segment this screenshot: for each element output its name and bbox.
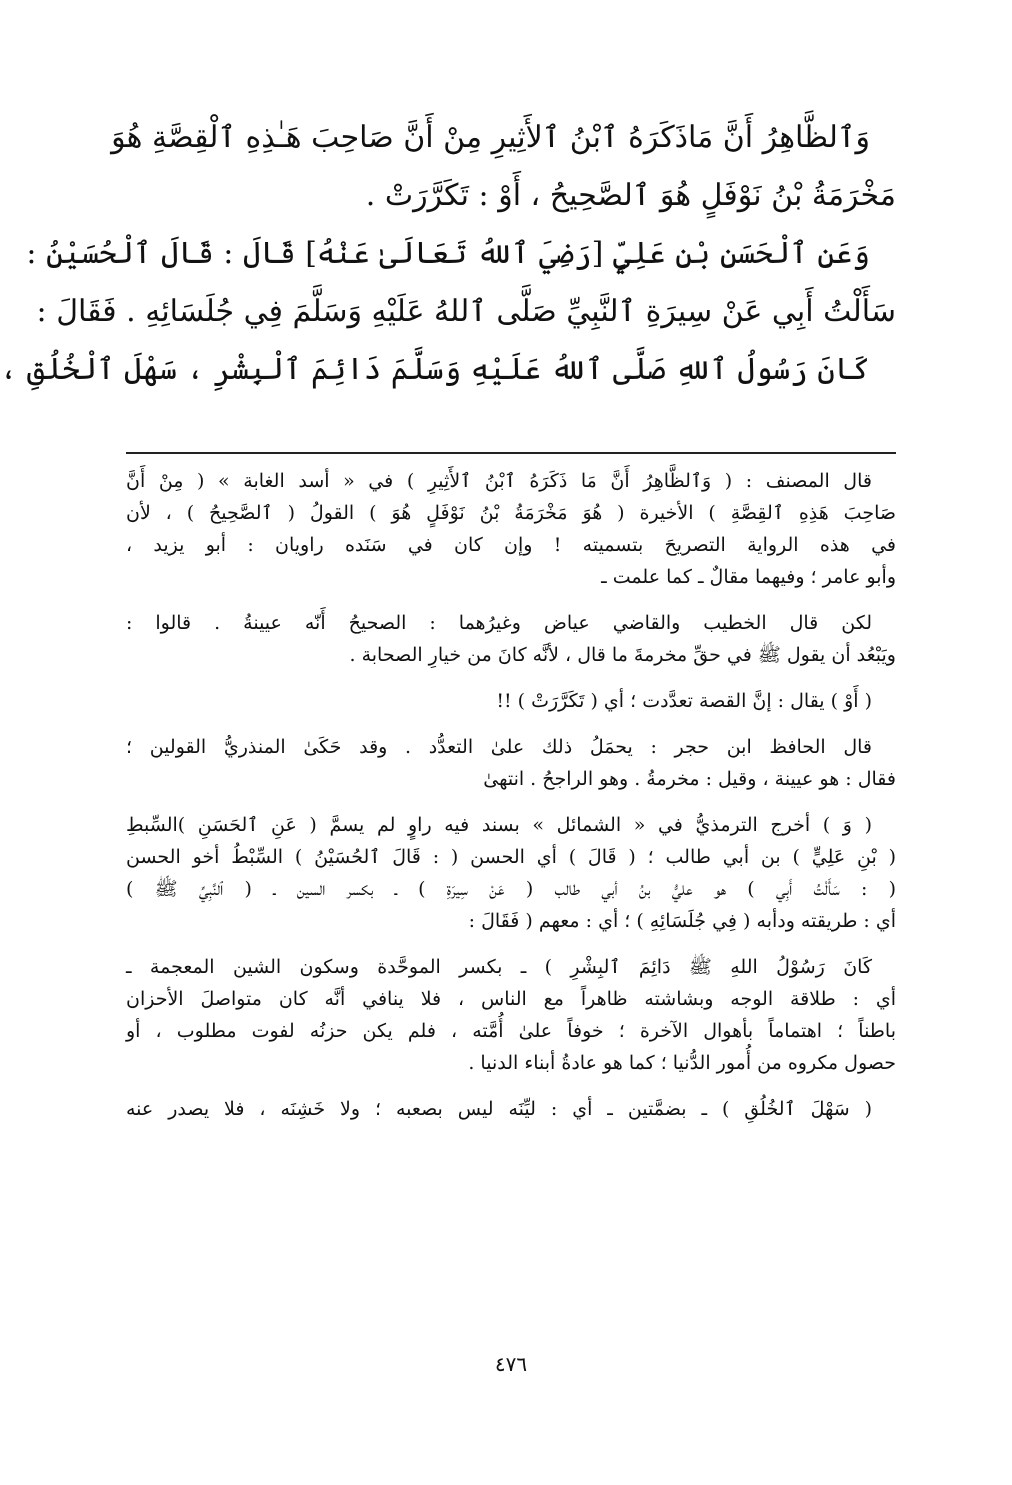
commentary-line: أي : طلاقة الوجه وبشاشته ظاهراً مع الناس ، فلا ينافي أنَّه كان متواصلَ الأحزان [126, 988, 896, 1010]
commentary-line: ( : سَأَلْتُ أَبِي ) هو عليُّ بنُ أبي طالب ( عَنْ سِيرَةِ ) ـ بكسر السين ـ ( ٱلنَّبِيِّ ﷺ ) [126, 878, 896, 900]
main-text-line: وَعَنِ ٱلْحَسَنِ بْنِ عَلِيٍّ [رَضِيَ ٱللهُ تَعَالَىٰ عَنْهُ] قَالَ : قَالَ ٱلْحُسَيْنُ : [26, 236, 870, 271]
main-text-line: وَٱلظَّاهِرُ أَنَّ مَاذَكَرَهُ ٱبْنُ ٱلأَثِيرِ مِنْ أَنَّ صَاحِبَ هَـٰذِهِ ٱلْقِصَّةِ هُوَ [111, 120, 870, 155]
commentary-line: قال الحافظ ابن حجر : يحمَلُ ذلك علىٰ التعدُّد . وقد حَكَىٰ المنذريُّ القولين ؛ [126, 736, 872, 758]
commentary-line: ( بْنِ عَلِيٍّ ) بن أبي طالب ؛ ( قَالَ ) أي الحسن ( : قَالَ ٱلحُسَيْنُ ) السِّبْطُ أخو الحسن [126, 846, 896, 868]
commentary-line: كَانَ رَسُوْلُ اللهِ ﷺ دَائِمَ ٱلبِشْرِ ) ـ بكسر الموحَّدة وسكون الشين المعجمة ـ [126, 956, 872, 978]
main-text-line: سَأَلْتُ أَبِي عَنْ سِيرَةِ ٱلنَّبِيِّ صَلَّى ٱللهُ عَلَيْهِ وَسَلَّمَ فِي جُلَسَائِهِ . فَقَالَ : [36, 294, 896, 329]
main-text-line: كَانَ رَسُولُ ٱللهِ صَلَّى ٱللهُ عَلَيْهِ وَسَلَّمَ دَائِمَ ٱلْبِشْرِ ، سَهْلَ ٱلْخُلُقِ ، [0, 352, 870, 387]
commentary-line: ويَبْعُد أن يقول ﷺ في حقِّ مخرمةَ ما قال ، لأنَّه كانَ من خيارِ الصحابة . [349, 644, 896, 666]
commentary-line: لكن قال الخطيب والقاضي عياض وغيرُهما : الصحيحُ أَنّه عيينةُ . قالوا : [126, 612, 872, 634]
commentary-line: ( أَوْ ) يقال : إنَّ القصة تعدَّدت ؛ أي ( تَكَرَّرَتْ ) !! [496, 690, 872, 712]
commentary-line: باطناً ؛ اهتماماً بأهوال الآخرة ؛ خوفاً علىٰ أُمَّته ، فلم يكن حزنُه لفوت مطلوب ، أو [126, 1020, 896, 1042]
commentary-line: صَاحِبَ هَذِهِ ٱلقِصَّةِ ) الأخيرة ( هُوَ مَخْرَمَةُ بْنُ نَوْفَلٍ هُوَ ) القولُ ( ٱلصَّحِيحُ ) ، لأن [126, 502, 896, 524]
main-text-block [0, 118, 896, 408]
commentary-line: قال المصنف : ( وَٱلظَّاهِرُ أَنَّ مَا ذَكَرَهُ ٱبْنُ ٱلأَثِيرِ ) في « أسد الغابة » ( مِنْ أَنَّ [126, 470, 872, 492]
commentary-line: ( سَهْلَ ٱلخُلُقِ ) ـ بضمَّتين ـ أي : ليِّنَه ليس بصعبه ؛ ولا خَشِنَه ، فلا يصدر عنه [126, 1098, 872, 1120]
page-number: ٤٧٦ [494, 1352, 528, 1376]
commentary-line: حصول مكروه من أُمور الدُّنيا ؛ كما هو عادةُ أبناء الدنيا . [468, 1052, 896, 1074]
commentary-line: وأبو عامر ؛ وفيهما مقالٌ ـ كما علمت ـ [601, 566, 896, 588]
commentary-line: في هذه الرواية التصريحَ بتسميته ! وإن كان في سَنَده راويان : أبو يزيد ، [126, 534, 896, 556]
commentary-line: فقال : هو عيينة ، وقيل : مخرمةُ . وهو الراجحُ . انتهىٰ [483, 768, 896, 790]
main-text-line: مَخْرَمَةُ بْنُ نَوْفَلٍ هُوَ ٱلصَّحِيحُ ، أَوْ : تَكَرَّرَتْ . [365, 178, 896, 213]
commentary-line: ( وَ ) أخرج الترمذيُّ في « الشمائل » بسند فيه راوٍ لم يسمَّ ( عَنِ ٱلحَسَنِ )السِّبطِ [126, 814, 872, 836]
footnote-separator [126, 452, 896, 454]
commentary-block [126, 468, 896, 1128]
commentary-line: أي : طريقته ودأبه ( فِي جُلَسَائِهِ ) ؛ أي : معهم ( فَقَالَ : [468, 910, 896, 932]
